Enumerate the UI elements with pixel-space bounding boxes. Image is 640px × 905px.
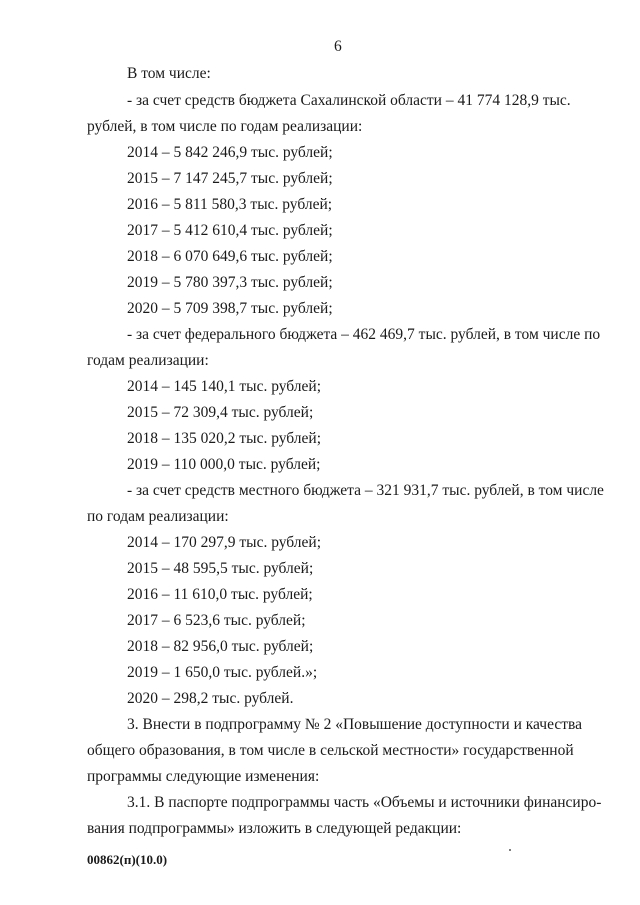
local-year-row: 2016 – 11 610,0 тыс. рублей; <box>127 586 313 603</box>
item-3-line-3: программы следующие изменения: <box>87 768 320 785</box>
footer-document-code: 00862(п)(10.0) <box>87 852 168 867</box>
local-year-row: 2015 – 48 595,5 тыс. рублей; <box>127 560 314 577</box>
federal-year-row: 2015 – 72 309,4 тыс. рублей; <box>127 404 314 421</box>
local-year-row: 2020 – 298,2 тыс. рублей. <box>127 690 294 707</box>
intro-line: В том числе: <box>127 65 211 82</box>
local-year-row: 2019 – 1 650,0 тыс. рублей.»; <box>127 664 318 681</box>
item-3-1-line-1: 3.1. В паспорте подпрограммы часть «Объемы и источники финансиро- <box>127 794 602 811</box>
item-3-line-1: 3. Внести в подпрограмму № 2 «Повышение доступности и качества <box>127 716 583 733</box>
regional-year-row: 2019 – 5 780 397,3 тыс. рублей; <box>127 274 333 291</box>
item-3-1-line-2: вания подпрограммы» изложить в следующей редакции: <box>87 820 462 837</box>
local-year-row: 2014 – 170 297,9 тыс. рублей; <box>127 534 321 551</box>
regional-year-row: 2016 – 5 811 580,3 тыс. рублей; <box>127 196 333 213</box>
regional-year-row: 2017 – 5 412 610,4 тыс. рублей; <box>127 222 333 239</box>
federal-year-row: 2019 – 110 000,0 тыс. рублей; <box>127 456 321 473</box>
local-year-row: 2018 – 82 956,0 тыс. рублей; <box>127 638 314 655</box>
federal-year-row: 2018 – 135 020,2 тыс. рублей; <box>127 430 321 447</box>
federal-budget-line-1: - за счет федерального бюджета – 462 469,7 тыс. рублей, в том числе по <box>127 326 601 343</box>
regional-year-row: 2020 – 5 709 398,7 тыс. рублей; <box>127 300 333 317</box>
regional-year-row: 2014 – 5 842 246,9 тыс. рублей; <box>127 144 333 161</box>
scan-speck <box>509 849 511 851</box>
page-number: 6 <box>334 38 342 55</box>
federal-budget-line-2: годам реализации: <box>87 352 209 369</box>
federal-year-row: 2014 – 145 140,1 тыс. рублей; <box>127 378 321 395</box>
local-budget-line-1: - за счет средств местного бюджета – 321 931,7 тыс. рублей, в том числе <box>127 482 604 499</box>
regional-budget-line-2: рублей, в том числе по годам реализации: <box>87 118 363 135</box>
item-3-line-2: общего образования, в том числе в сельской местности» государственной <box>87 742 574 759</box>
regional-budget-line-1: - за счет средств бюджета Сахалинской области – 41 774 128,9 тыс. <box>127 92 571 109</box>
local-year-row: 2017 – 6 523,6 тыс. рублей; <box>127 612 306 629</box>
regional-year-row: 2015 – 7 147 245,7 тыс. рублей; <box>127 170 333 187</box>
regional-year-row: 2018 – 6 070 649,6 тыс. рублей; <box>127 248 333 265</box>
local-budget-line-2: по годам реализации: <box>87 508 229 525</box>
